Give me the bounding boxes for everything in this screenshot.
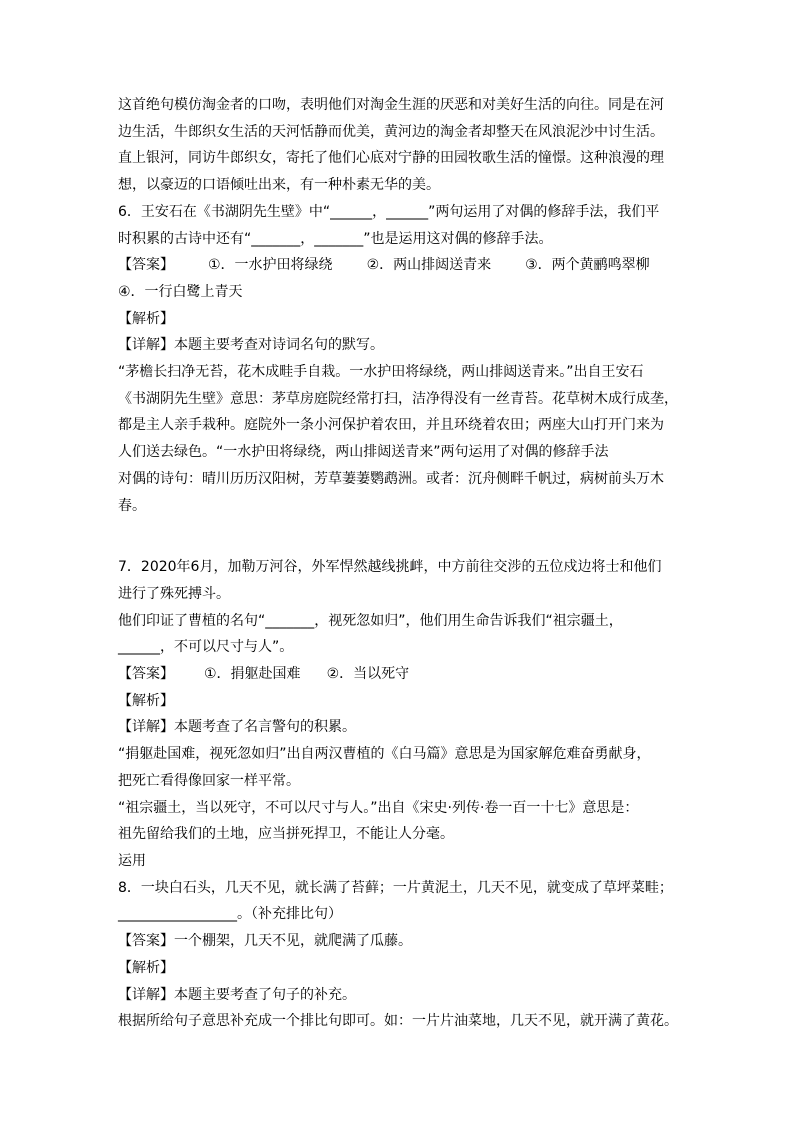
text-line: 都是主人亲手栽种。庭院外一条小河保护着农田，并且环绕着农田；两座大山打开门来为	[118, 417, 664, 434]
section-heading: 运用	[118, 852, 146, 869]
paragraph-spacer	[118, 519, 690, 554]
detail-line: 【详解】本题主要考查对诗词名句的默写。	[118, 337, 384, 354]
text-line: “茅檐长扫净无苔，花木成畦手自栽。一水护田将绿绕，两山排闼送青来。”出自王安石	[118, 364, 644, 381]
text-line: 边生活，牛郎织女生活的天河恬静而优美，黄河边的淘金者却整天在风浪泥沙中讨生活。	[118, 123, 664, 140]
question-6: 6．王安石在《书湖阴先生壁》中“______，______”两句运用了对偶的修辞手法，我们平	[118, 203, 660, 220]
answer-item: ①．一水护田将绿绕	[208, 257, 333, 274]
text-line: 《书湖阴先生壁》意思：茅草房庭院经常打扫，洁净得没有一丝青苔。花草树木成行成垄，	[118, 390, 678, 407]
question-7: 7．2020年6月，加勒万河谷，外军悍然越线挑衅，中方前往交涉的五位戍边将士和他们	[118, 559, 662, 576]
answer-label: 【答案】	[118, 666, 174, 683]
text-line: 人们送去绿色。“一水护田将绿绕，两山排闼送青来”两句运用了对偶的修辞手法	[118, 444, 609, 461]
text-line: 祖先留给我们的土地，应当拼死捍卫，不能让人分毫。	[118, 826, 454, 843]
text-line: “祖宗疆土，当以死守，不可以尺寸与人。”出自《宋史·列传·卷一百一十七》意思是：	[118, 799, 639, 816]
text-line: 想，以豪迈的口语倾吐出来，有一种朴素无华的美。	[118, 177, 440, 194]
answer-item: ②．两山排闼送青来	[366, 257, 492, 274]
text-line: 时积累的古诗中还有“_______，_______”也是运用这对偶的修辞手法。	[118, 230, 553, 247]
text-line: ______，不可以尺寸与人”。	[118, 639, 294, 656]
question-8: 8．一块白石头，几天不见，就长满了苔藓；一片黄泥土，几天不见，就变成了草坪菜畦；	[118, 879, 673, 896]
text-line: 直上银河，同访牛郎织女，寄托了他们心底对宁静的田园牧歌生活的憧憬。这种浪漫的理	[118, 150, 664, 167]
text-line: “捐躯赴国难，视死忽如归”出自两汉曹植的《白马篇》意思是为国家解危难奋勇献身，	[118, 746, 651, 763]
analysis-label: 【解析】	[118, 959, 174, 976]
answer-7	[118, 661, 690, 688]
detail-line: 【详解】本题主要考查了句子的补充。	[118, 986, 356, 1003]
analysis-label: 【解析】	[118, 310, 174, 327]
answer-item: ①．捐躯赴国难	[204, 666, 301, 683]
text-line: 他们印证了曹植的名句“_______，视死忽如归”，他们用生命告诉我们“祖宗疆土，	[118, 612, 623, 629]
text-line: 这首绝句模仿淘金者的口吻，表明他们对淘金生涯的厌恶和对美好生活的向往。同是在河	[118, 97, 664, 113]
answer-item: ②．当以死守	[326, 666, 410, 683]
document-page	[118, 92, 690, 1035]
answer-8: 【答案】一个棚架，几天不见，就爬满了瓜藤。	[118, 933, 412, 950]
text-line: 把死亡看得像回家一样平常。	[118, 772, 300, 789]
answer-continued: ④．一行白鹭上青天	[118, 283, 243, 300]
answer-label: 【答案】	[118, 257, 174, 274]
answer-6	[118, 252, 690, 279]
text-line: 对偶的诗句：晴川历历汉阳树，芳草萋萋鹦鹉洲。或者：沉舟侧畔千帆过，病树前头万木春。	[118, 470, 664, 514]
detail-line: 【详解】本题考查了名言警句的积累。	[118, 719, 356, 736]
text-line: 进行了殊死搏斗。	[118, 585, 230, 602]
analysis-label: 【解析】	[118, 692, 174, 709]
answer-item: ③．两个黄鹂鸣翠柳	[525, 257, 650, 274]
text-line: 根据所给句子意思补充成一个排比句即可。如：一片片油菜地，几天不见，就开满了黄花。	[118, 1013, 678, 1030]
text-line: _________________。（补充排比句）	[118, 906, 342, 923]
